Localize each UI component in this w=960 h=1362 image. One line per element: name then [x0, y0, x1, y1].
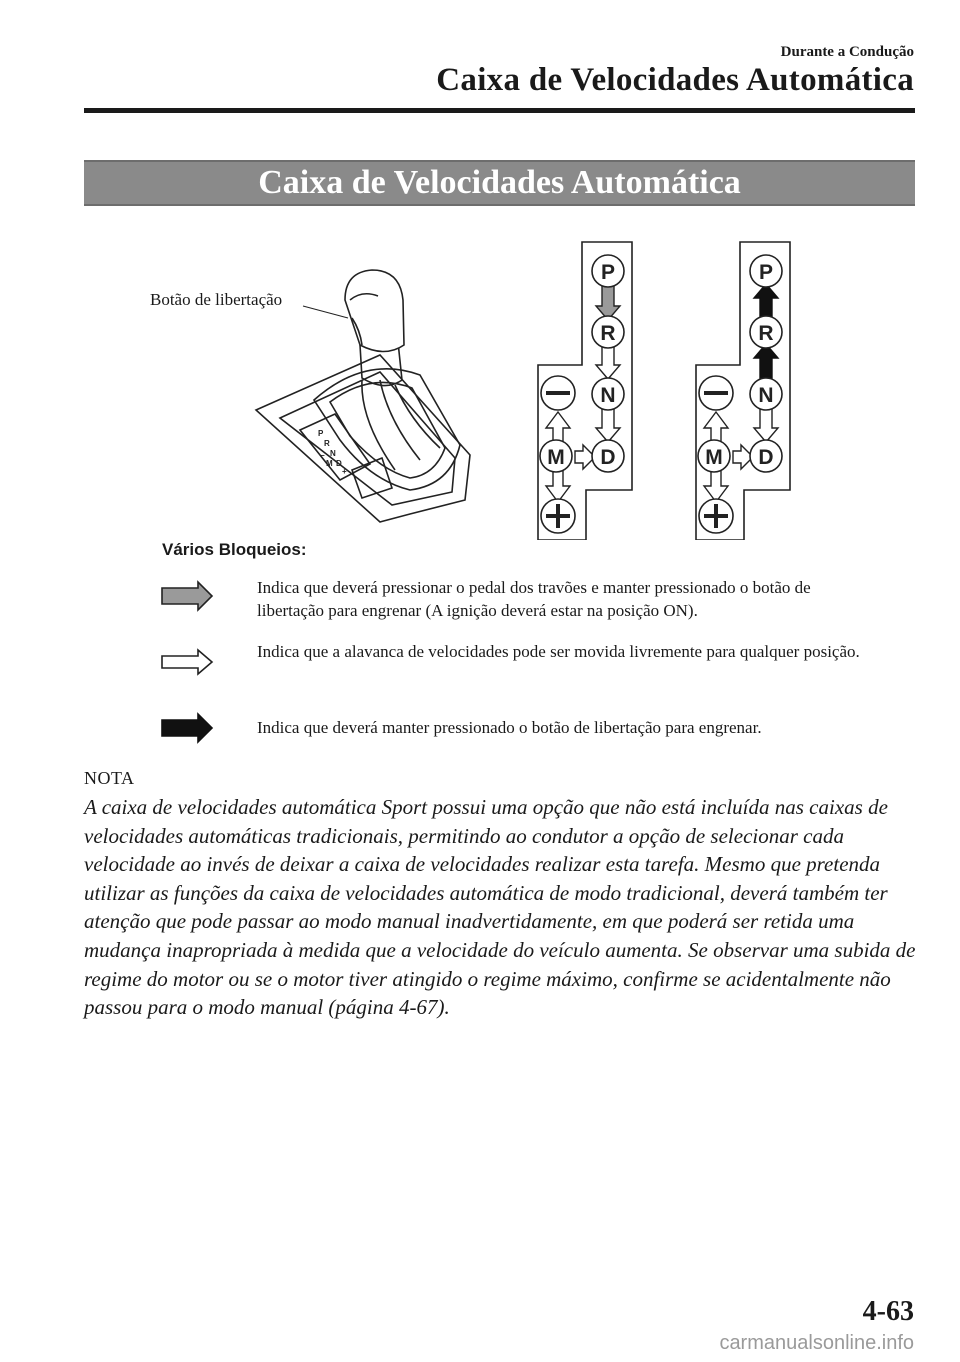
section-title: Caixa de Velocidades Automática — [436, 62, 914, 98]
console-letter-n: N — [330, 449, 336, 458]
gate-right-letter-d: D — [758, 446, 774, 469]
black-arrow-icon — [160, 712, 216, 744]
note-body: A caixa de velocidades automática Sport possui uma opção que não está incluída nas caixas de velocidades automáticas tradicionais, permitindo ao condutor a opção de selecionar cada velocidade ao invés de deixar a caixa de velocidades realizar esta tarefa. Mesmo que pretenda utilizar as funções da caixa de velocidades automática de modo tradicional, deverá também ter atenção que pode passar ao modo manual inadvertidamente, em que poderá ser retida uma mudança inapropriada à medida que a velocidade do veículo aumenta. Se observar uma subida de regime do motor ou se o motor tiver atingido o regime máximo, confirme se acidentalmente não passou para o modo manual (página 4-67). — [84, 795, 916, 1020]
lock-description-2: Indica que a alavanca de velocidades pode ser movida livremente para qualquer posição. — [257, 642, 860, 661]
lock-description-1: Indica que deverá pressionar o pedal dos travões e manter pressionado o botão de libertação para engrenar (A ignição deverá estar na posição ON). — [257, 578, 811, 620]
lock-description-3: Indica que deverá manter pressionado o botão de libertação para engrenar. — [257, 718, 762, 737]
gate-right-letter-m: M — [705, 446, 723, 469]
console-letter-plus: + — [342, 467, 347, 476]
page-banner: Caixa de Velocidades Automática — [84, 160, 915, 206]
gray-arrow-icon — [160, 580, 216, 612]
locks-title: Vários Bloqueios: — [162, 540, 307, 559]
gate-right-letter-p: P — [758, 261, 774, 284]
gate-left-letter-p: P — [600, 261, 616, 284]
shift-gate-figure — [0, 0, 960, 540]
gate-right-letter-r: R — [758, 322, 774, 345]
watermark: carmanualsonline.info — [719, 1332, 914, 1354]
gate-left-letter-m: M — [547, 446, 565, 469]
shift-lever-illustration — [256, 270, 470, 522]
console-letter-d: D — [336, 459, 342, 468]
gate-diagram-right — [696, 242, 790, 540]
note-label: NOTA — [84, 768, 135, 788]
console-letter-p: P — [318, 429, 324, 438]
gate-left-letter-n: N — [600, 384, 616, 407]
gate-left-letter-d: D — [600, 446, 616, 469]
chapter-label: Durante a Condução — [780, 44, 914, 60]
gate-right-letter-n: N — [758, 384, 774, 407]
release-button-callout: Botão de libertação — [150, 290, 283, 309]
console-letter-m: M — [326, 459, 333, 468]
gate-diagram-left — [538, 242, 632, 540]
white-arrow-icon — [160, 646, 216, 678]
page-number: 4-63 — [862, 1296, 914, 1327]
console-letter-minus: − — [320, 451, 325, 460]
console-letter-r: R — [324, 439, 330, 448]
gate-left-letter-r: R — [600, 322, 616, 345]
